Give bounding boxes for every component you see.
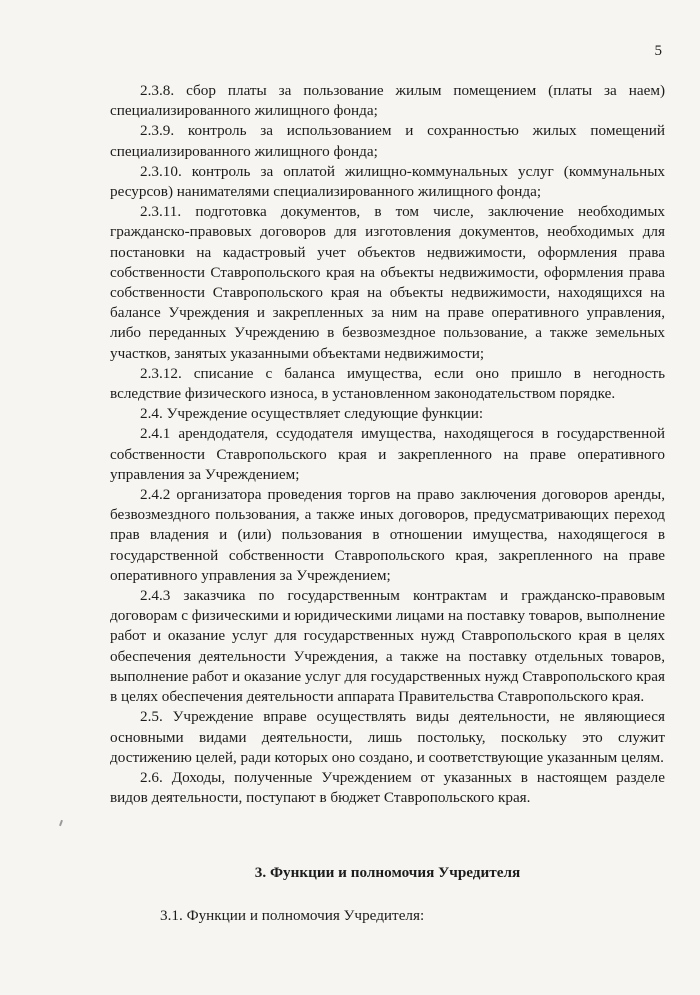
paragraph-2-4: 2.4. Учреждение осуществляет следующие функции: <box>140 405 484 423</box>
paragraph-2-3-8: 2.3.8. сбор платы за пользование жилым помещением (платы за наем) специализированного жилищного фонда; <box>110 82 665 120</box>
paragraph-2-4-3: 2.4.3 заказчика по государственным контрактам и гражданско-правовым договорам с физическими и юридическими лицами на поставку товаров, выполнение работ и оказание услуг для государственных нужд Ставропольского края в целях обеспечения деятельности Учреждения, а также на поставку отдельных товаров, выполнение работ и оказание услуг для государственных нужд Ставропольского края в целях обеспечения деятельности аппарата Правительства Ставропольского края. <box>110 587 666 706</box>
page-number: 5 <box>654 43 662 59</box>
section-heading: 3. Функции и полномочия Учредителя <box>254 864 521 881</box>
document-body <box>110 81 665 808</box>
paragraph-2-3-12: 2.3.12. списание с баланса имущества, если оно пришло в негодность вследствие физического износа, в установленном законодательством порядке. <box>110 364 665 403</box>
paragraph-2-4-1: 2.4.1 арендодателя, ссудодателя имущества, находящегося в государственной собственности Ставропольского края и закрепленного на праве оперативного управления за Учреждением; <box>110 425 665 483</box>
paragraph-2-5: 2.5. Учреждение вправе осуществлять виды деятельности, не являющиеся основными видами деятельности, лишь постольку, поскольку это служит достижению целей, ради которых оно создано, и соответствующие указанным целям. <box>110 708 665 766</box>
paragraph-2-6: 2.6. Доходы, полученные Учреждением от указанных в настоящем разделе видов деятельности, поступают в бюджет Ставропольского края. <box>110 768 665 807</box>
scan-speck <box>59 820 63 826</box>
paragraph-2-3-11: 2.3.11. подготовка документов, в том числе, заключение необходимых гражданско-правовых договоров для изготовления документов, необходимых для постановки на кадастровый учет объектов недвижимости, оформления права собственности Ставропольского края на объекты недвижимости, оформления права собственности Ставропольского края на объекты недвижимости, находящихся на балансе Учреждения и закрепленных за ним на праве оперативного управления, либо переданных Учреждению в безвозмездное пользование, а также земельных участков, занятых указанными объектами недвижимости; <box>110 203 665 362</box>
paragraph-2-4-2: 2.4.2 организатора проведения торгов на право заключения договоров аренды, безвозмездного пользования, а также иных договоров, предусматривающих переход прав владения и (или) пользования в отношении имущества, находящегося в государственной собственности Ставропольского края, закрепленного на праве оперативного управления за Учреждением; <box>110 486 665 584</box>
paragraph-2-3-10: 2.3.10. контроль за оплатой жилищно-коммунальных услуг (коммунальных ресурсов) нанимателями специализированного жилищного фонда; <box>110 162 665 201</box>
section-subparagraph: 3.1. Функции и полномочия Учредителя: <box>160 907 425 924</box>
paragraph-2-3-9: 2.3.9. контроль за использованием и сохранностью жилых помещений специализированного жилищного фонда; <box>110 122 665 160</box>
